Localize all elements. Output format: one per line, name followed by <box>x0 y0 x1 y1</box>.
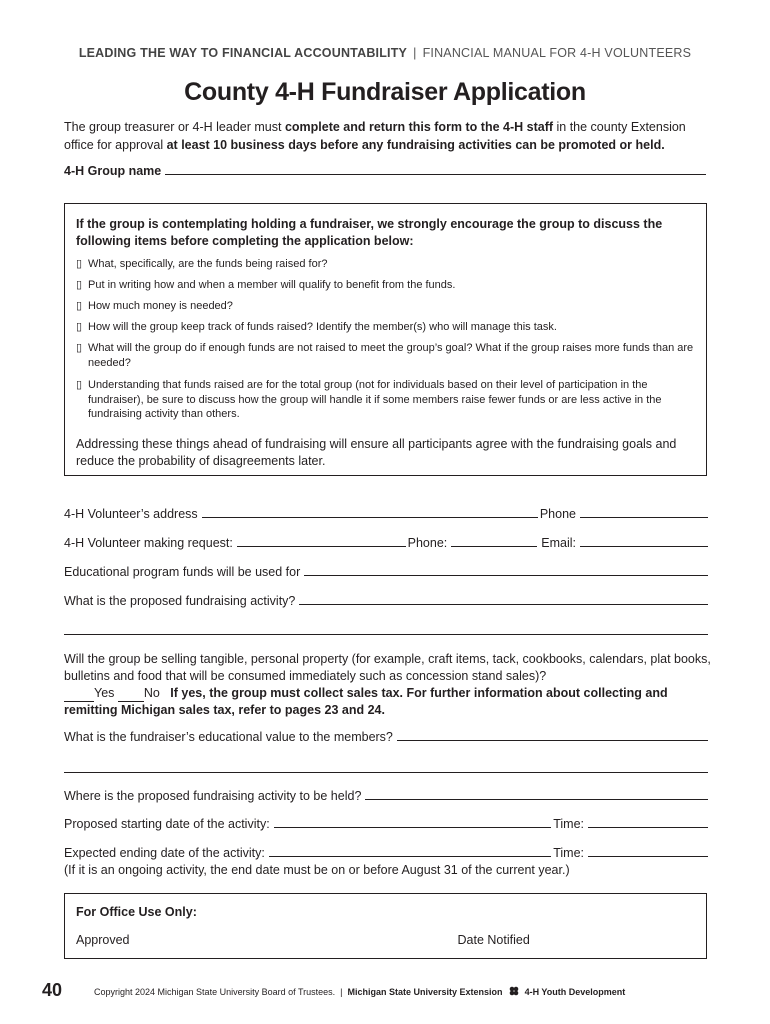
end-time-field[interactable] <box>588 855 708 857</box>
guidance-item <box>76 257 696 272</box>
end-date-row <box>64 846 708 860</box>
volunteer-address-label: 4-H Volunteer’s address <box>64 507 198 521</box>
yes-blank[interactable] <box>64 688 94 702</box>
guidance-item-text: How will the group keep track of funds raised? Identify the member(s) who will manage this task. <box>88 321 557 333</box>
location-label: Where is the proposed fundraising activity to be held? <box>64 789 362 803</box>
selling-question <box>64 651 714 719</box>
date-notified-label: Date Notified <box>457 933 530 947</box>
office-use-label: For Office Use Only: <box>76 905 197 919</box>
program-funds-row <box>64 565 708 579</box>
guidance-item-text: How much money is needed? <box>88 300 233 312</box>
intro-text-4: at least 10 business days before any fundraising activities can be promoted or held. <box>166 138 665 152</box>
checkbox-icon: ▯ <box>76 321 83 333</box>
guidance-item-text: What will the group do if enough funds are not raised to meet the group’s goal? What if the group raises more funds than are needed? <box>88 342 694 369</box>
yes-label: Yes <box>94 686 115 700</box>
group-name-field[interactable] <box>165 173 706 175</box>
checkbox-icon: ▯ <box>76 258 83 270</box>
volunteer-request-row <box>64 536 708 550</box>
guidance-item <box>76 278 696 293</box>
checkbox-icon: ▯ <box>76 279 83 291</box>
approval-row <box>76 933 691 947</box>
approved-label: Approved <box>76 933 130 947</box>
start-time-field[interactable] <box>588 826 708 828</box>
volunteer-request-label: 4-H Volunteer making request: <box>64 536 233 550</box>
msu-extension-text: Michigan State University Extension <box>347 987 503 997</box>
header-left: LEADING THE WAY TO FINANCIAL ACCOUNTABILITY <box>78 46 408 60</box>
start-date-label: Proposed starting date of the activity: <box>64 817 270 831</box>
proposed-activity-label: What is the proposed fundraising activity? <box>64 594 296 608</box>
selling-question-text: Will the group be selling tangible, personal property (for example, craft items, tack, cookbooks, calendars, plat books, bulletins and food that will be consumed immediately such as concession stand sales)? <box>64 652 711 683</box>
proposed-activity-field[interactable] <box>299 603 708 605</box>
start-date-field[interactable] <box>274 826 552 828</box>
copyright-text: Copyright 2024 Michigan State University Board of Trustees. <box>94 987 336 997</box>
end-date-field[interactable] <box>269 855 551 857</box>
guidance-item <box>76 299 696 314</box>
phone-label: Phone: <box>407 536 448 550</box>
location-row <box>64 789 708 803</box>
guidance-item-text: Put in writing how and when a member will qualify to benefit from the funds. <box>88 279 456 291</box>
no-blank[interactable] <box>118 688 144 702</box>
guidance-item-text: What, specifically, are the funds being raised for? <box>88 258 328 270</box>
header-right: FINANCIAL MANUAL FOR 4-H VOLUNTEERS <box>422 46 692 60</box>
footer-text <box>94 986 625 997</box>
checkbox-icon: ▯ <box>76 342 83 354</box>
checkbox-icon: ▯ <box>76 300 83 312</box>
educational-value-continuation-line[interactable] <box>64 772 708 773</box>
group-name-label: 4-H Group name <box>64 164 162 178</box>
email-label: Email: <box>541 536 576 550</box>
end-date-label: Expected ending date of the activity: <box>64 846 265 860</box>
page-header <box>0 46 770 60</box>
page-number: 40 <box>42 980 63 1000</box>
program-funds-label: Educational program funds will be used for <box>64 565 301 579</box>
volunteer-address-field[interactable] <box>202 516 538 518</box>
phone-field[interactable] <box>451 545 537 547</box>
intro-text-2: complete and return this form to the 4-H staff <box>284 120 554 134</box>
email-field[interactable] <box>580 545 708 547</box>
guidance-closing: Addressing these things ahead of fundraising will ensure all participants agree with the fundraising goals and reduce the probability of disagreements later. <box>76 437 677 468</box>
4-h-clover-icon <box>509 986 519 996</box>
program-funds-field[interactable] <box>304 574 708 576</box>
proposed-activity-continuation-line[interactable] <box>64 634 708 635</box>
group-name-row <box>64 164 708 178</box>
sales-tax-note: If yes, the group must collect sales tax. For further information about collecting and remitting Michigan sales tax, refer to pages 23 and 24. <box>64 686 668 717</box>
guidance-item <box>76 341 696 370</box>
guidance-box <box>64 203 707 476</box>
header-separator: | <box>413 46 417 60</box>
guidance-lead: If the group is contemplating holding a fundraiser, we strongly encourage the group to discuss the following items before completing the application below: <box>76 217 663 248</box>
no-label: No <box>143 686 160 700</box>
intro-text-3: in the county Extension office for approval <box>64 120 686 152</box>
end-time-label: Time: <box>553 846 584 860</box>
phone-label: Phone <box>539 507 576 521</box>
footer-separator: | <box>340 987 343 997</box>
guidance-item <box>76 378 696 422</box>
phone-field[interactable] <box>580 516 708 518</box>
page-title: County 4-H Fundraiser Application <box>184 78 586 106</box>
page-footer <box>0 980 770 1003</box>
checkbox-icon: ▯ <box>76 379 83 391</box>
educational-value-row <box>64 730 708 744</box>
office-use-box <box>64 893 707 959</box>
youth-development-text: 4-H Youth Development <box>524 987 626 997</box>
location-field[interactable] <box>365 798 708 800</box>
end-date-note: (If it is an ongoing activity, the end date must be on or before August 31 of the current year.) <box>64 863 570 877</box>
educational-value-label: What is the fundraiser’s educational value to the members? <box>64 730 393 744</box>
intro-text-1: The group treasurer or 4-H leader must <box>64 120 285 134</box>
start-time-label: Time: <box>553 817 584 831</box>
volunteer-request-field[interactable] <box>237 545 406 547</box>
intro-paragraph <box>64 118 714 154</box>
volunteer-address-row <box>64 507 708 521</box>
proposed-activity-row <box>64 594 708 608</box>
start-date-row <box>64 817 708 831</box>
guidance-item-text: Understanding that funds raised are for the total group (not for individuals based on their level of participation in the fundraiser), be sure to discuss how the group will handle it if some members raise fewer funds or are less active in the fundraising activity than others. <box>88 379 662 420</box>
educational-value-field[interactable] <box>397 739 708 741</box>
guidance-item <box>76 320 696 335</box>
